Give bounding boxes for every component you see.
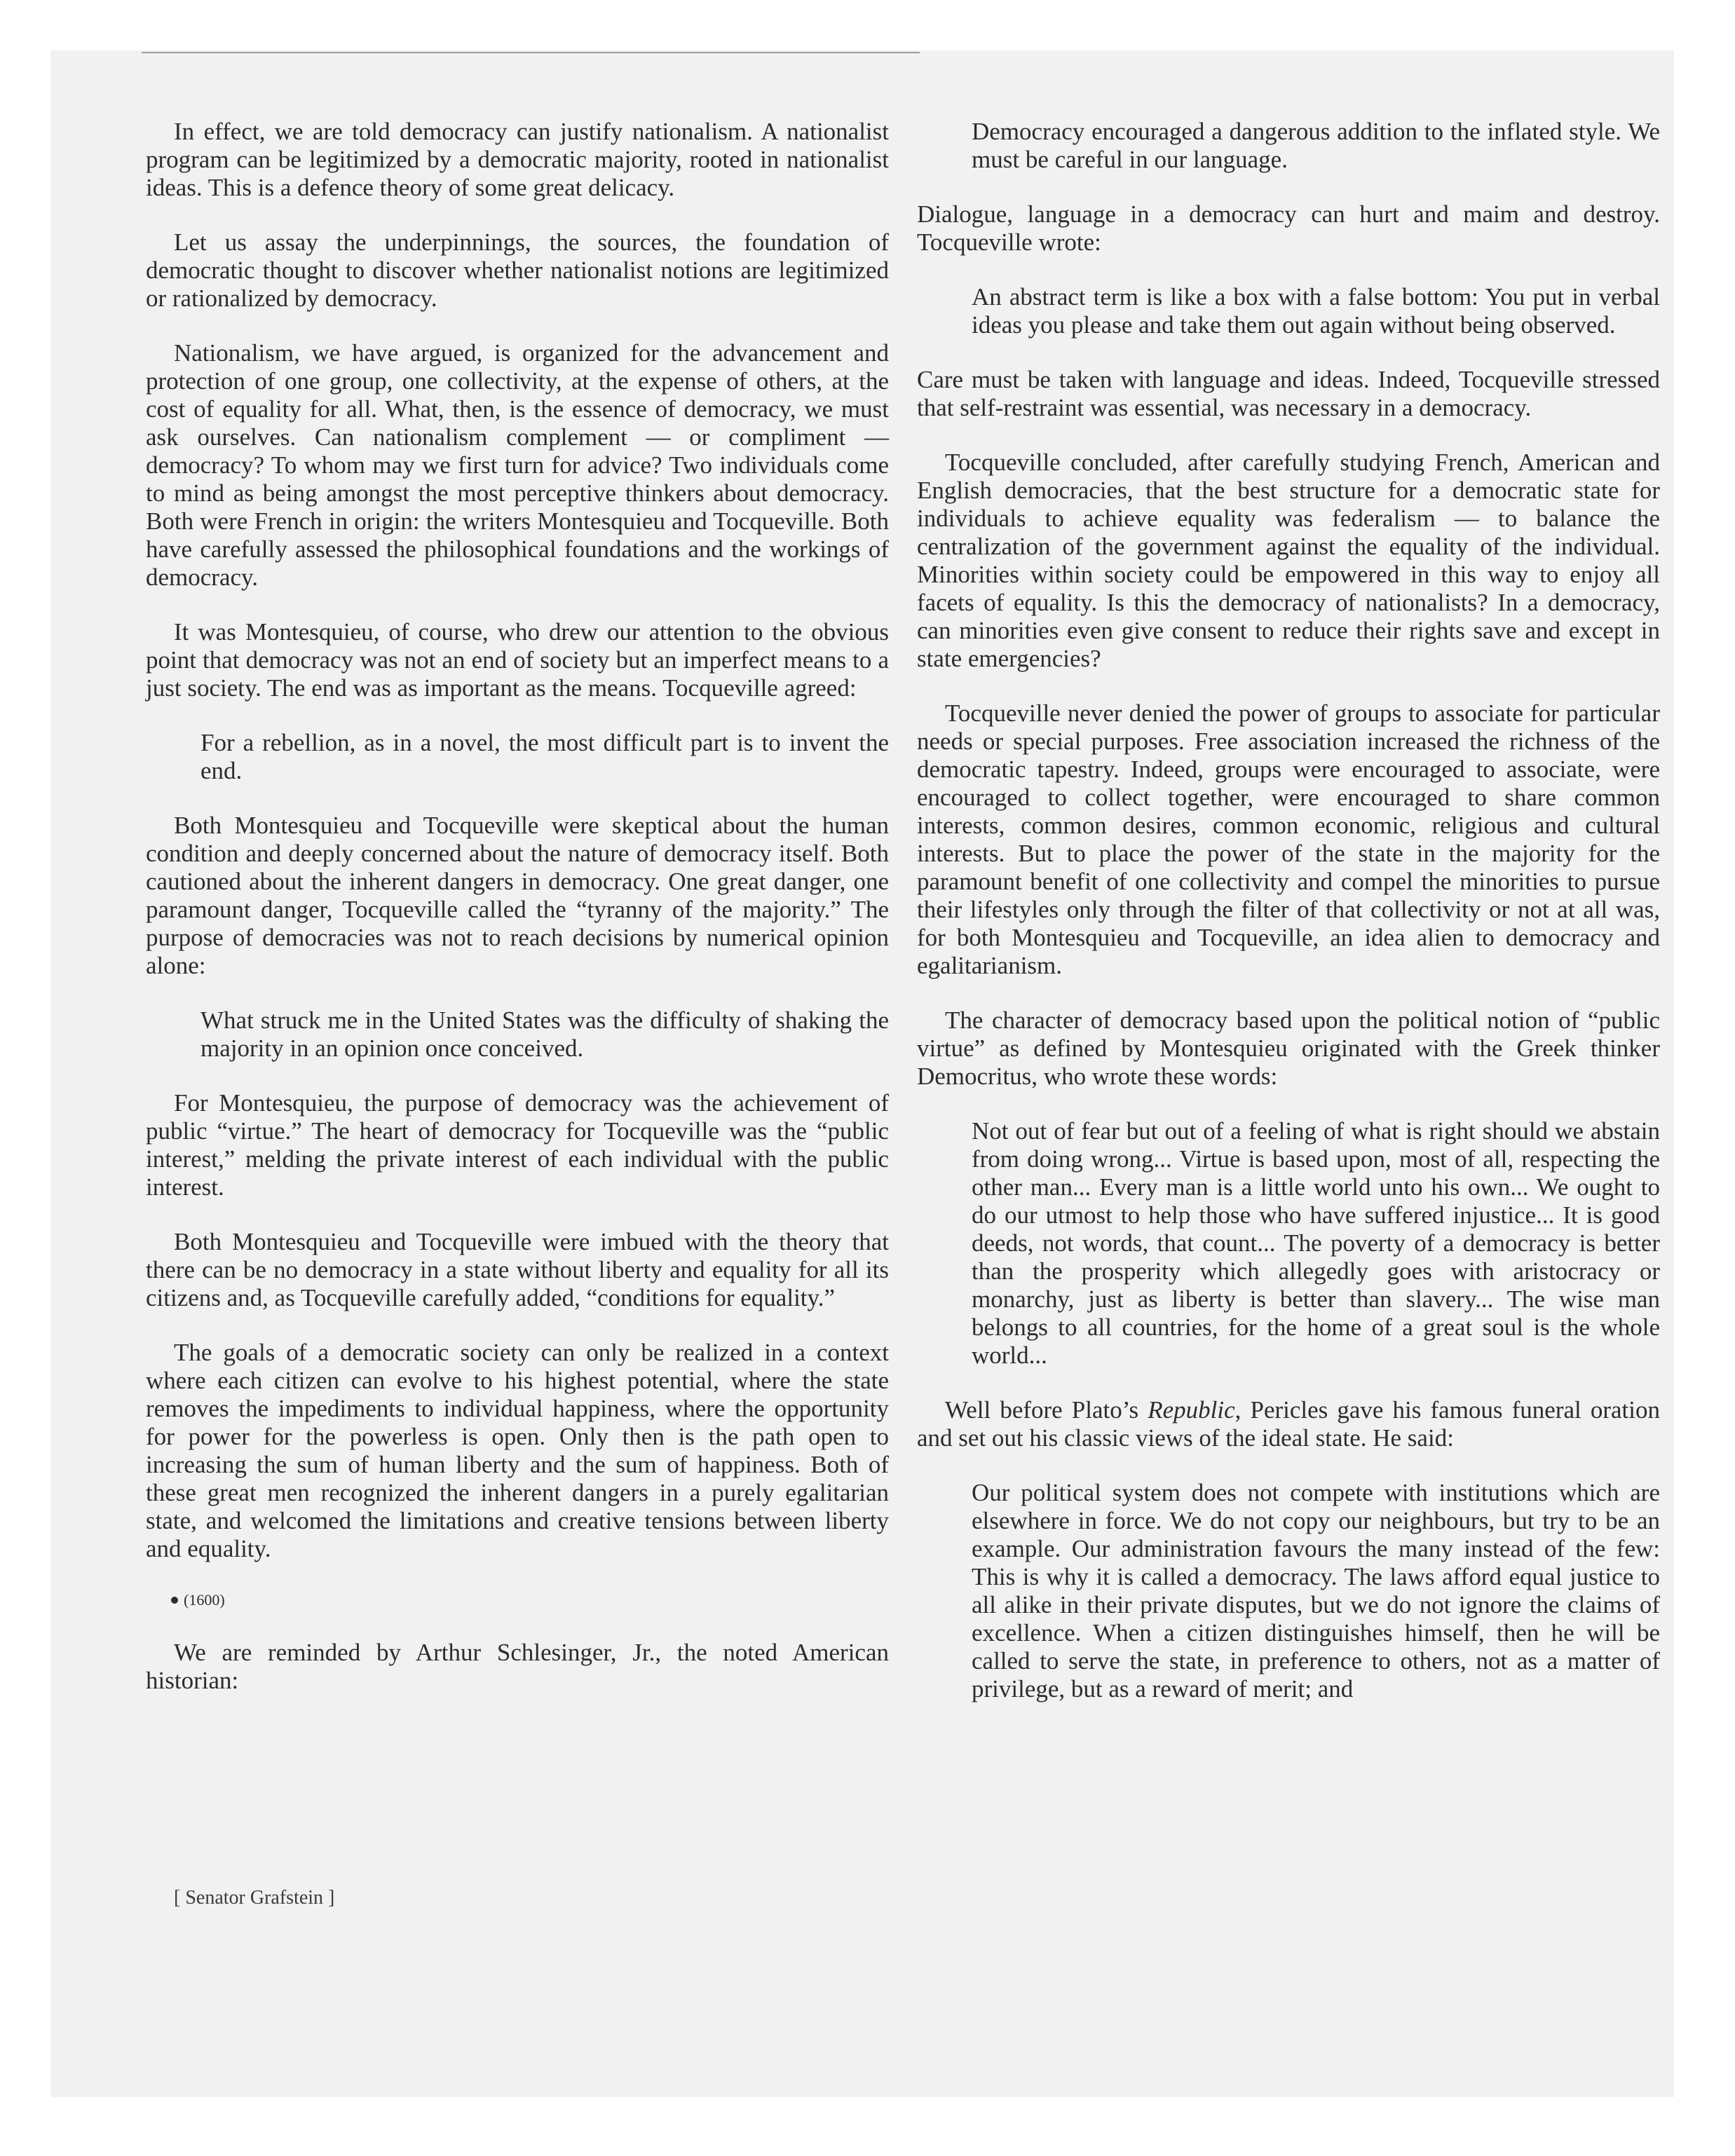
block-quote: An abstract term is like a box with a false bottom: You put in verbal ideas you please and take them out again without being observed. — [972, 283, 1660, 339]
paragraph: Dialogue, language in a democracy can hurt and maim and destroy. Tocqueville wrote: — [917, 200, 1660, 256]
paragraph: Both Montesquieu and Tocqueville were skeptical about the human condition and deeply concerned about the nature of democracy itself. Both cautioned about the inherent dangers in democracy. One great danger, one paramount danger, Tocqueville called the “tyranny of the majority.” The purpose of democracies was not to reach decisions by numerical opinion alone: — [146, 812, 889, 979]
paragraph: Care must be taken with language and ideas. Indeed, Tocqueville stressed that self-restraint was essential, was necessary in a democracy. — [917, 366, 1660, 421]
bullet-icon — [171, 1597, 178, 1604]
speaker-label: [ Senator Grafstein ] — [174, 1887, 335, 1909]
paragraph: In effect, we are told democracy can justify nationalism. A nationalist program can be legitimized by a democratic majority, rooted in nationalist ideas. This is a defence theory of some great delicacy. — [146, 118, 889, 201]
paragraph: Nationalism, we have argued, is organized for the advancement and protection of one group, one collectivity, at the expense of others, at the cost of equality for all. What, then, is the essence of democracy, we must ask ourselves. Can nationalism complement — or compliment — democracy? To whom may we first turn for advice? Two individuals come to mind as being amongst the most perceptive thinkers about democracy. Both were French in origin: the writers Montesquieu and Tocqueville. Both have carefully assessed the philosophical foundations and the workings of democracy. — [146, 339, 889, 591]
time-marker-label: (1600) — [184, 1591, 225, 1609]
block-quote: Not out of fear but out of a feeling of what is right should we abstain from doing wrong... Virtue is based upon, most of all, respecting the other man... Every man is a little world unto his own... We ought to do our utmost to help those who have suffered injustice... It is good deeds, not words, that count... The poverty of a democracy is better than the prosperity which allegedly goes with aristocracy or monarchy, just as liberty is better than slavery... The wise man belongs to all countries, for the home of a great soul is the whole world... — [972, 1117, 1660, 1369]
paragraph: We are reminded by Arthur Schlesinger, Jr., the noted American historian: — [146, 1639, 889, 1694]
paragraph-text: Well before Plato’s — [945, 1396, 1148, 1424]
paragraph — [917, 1396, 1660, 1452]
block-quote: For a rebellion, as in a novel, the most difficult part is to invent the end. — [200, 729, 889, 784]
paragraph: The character of democracy based upon the political notion of “public virtue” as defined by Montesquieu originated with the Greek thinker Democritus, who wrote these words: — [917, 1007, 1660, 1090]
book-title: Republic — [1148, 1396, 1235, 1424]
paragraph: The goals of a democratic society can only be realized in a context where each citizen can evolve to his highest potential, where the state removes the impediments to individual happiness, where the opportunity for power for the powerless is open. Only then is the path open to increasing the sum of human liberty and the sum of happiness. Both of these great men recognized the inherent dangers in a purely egalitarian state, and welcomed the limitations and creative tensions between liberty and equality. — [146, 1339, 889, 1562]
block-quote: What struck me in the United States was the difficulty of shaking the majority in an opinion once conceived. — [200, 1007, 889, 1062]
paragraph: Both Montesquieu and Tocqueville were imbued with the theory that there can be no democracy in a state without liberty and equality for all its citizens and, as Tocqueville carefully added, “conditions for equality.” — [146, 1228, 889, 1311]
paragraph: For Montesquieu, the purpose of democracy was the achievement of public “virtue.” The heart of democracy for Tocqueville was the “public interest,” melding the private interest of each individual with the public interest. — [146, 1089, 889, 1201]
block-quote: Democracy encouraged a dangerous addition to the inflated style. We must be careful in our language. — [972, 118, 1660, 173]
paragraph: Tocqueville never denied the power of groups to associate for particular needs or special purposes. Free association increased the richness of the democratic tapestry. Indeed, groups were encouraged to associate, were encouraged to collect together, were encouraged to share common interests, common desires, common economic, religious and cultural interests. But to place the power of the state in the majority for the paramount benefit of one collectivity and compel the minorities to pursue their lifestyles only through the filter of that collectivity or not at all was, for both Montesquieu and Tocqueville, an idea alien to democracy and egalitarianism. — [917, 700, 1660, 979]
left-column — [146, 118, 889, 1721]
block-quote: Our political system does not compete with institutions which are elsewhere in force. We do not copy our neighbours, but try to be an example. Our administration favours the many instead of the few: This is why it is called a democracy. The laws afford equal justice to all alike in their private disputes, but we do not ignore the claims of excellence. When a citizen distinguishes himself, then he will be called to serve the state, in preference to others, not as a matter of privilege, but as a reward of merit; and — [972, 1479, 1660, 1703]
paragraph: Tocqueville concluded, after carefully studying French, American and English democracies, that the best structure for a democratic state for individuals to achieve equality was federalism — to balance the centralization of the government against the equality of the individual. Minorities within society could be empowered in this way to enjoy all facets of equality. Is this the democracy of nationalists? In a democracy, can minorities even give consent to reduce their rights save and except in state emergencies? — [917, 449, 1660, 672]
paragraph: Let us assay the underpinnings, the sources, the foundation of democratic thought to discover whether nationalist notions are legitimized or rationalized by democracy. — [146, 228, 889, 312]
time-marker — [171, 1590, 889, 1611]
top-rule — [142, 52, 920, 53]
right-column — [917, 118, 1660, 1730]
paragraph-text: , Pericles gave his famous funeral oration and set out his classic views of the ideal state. He said: — [917, 1396, 1661, 1452]
document-page — [50, 50, 1674, 2097]
paragraph: It was Montesquieu, of course, who drew our attention to the obvious point that democracy was not an end of society but an imperfect means to a just society. The end was as important as the means. Tocqueville agreed: — [146, 618, 889, 702]
